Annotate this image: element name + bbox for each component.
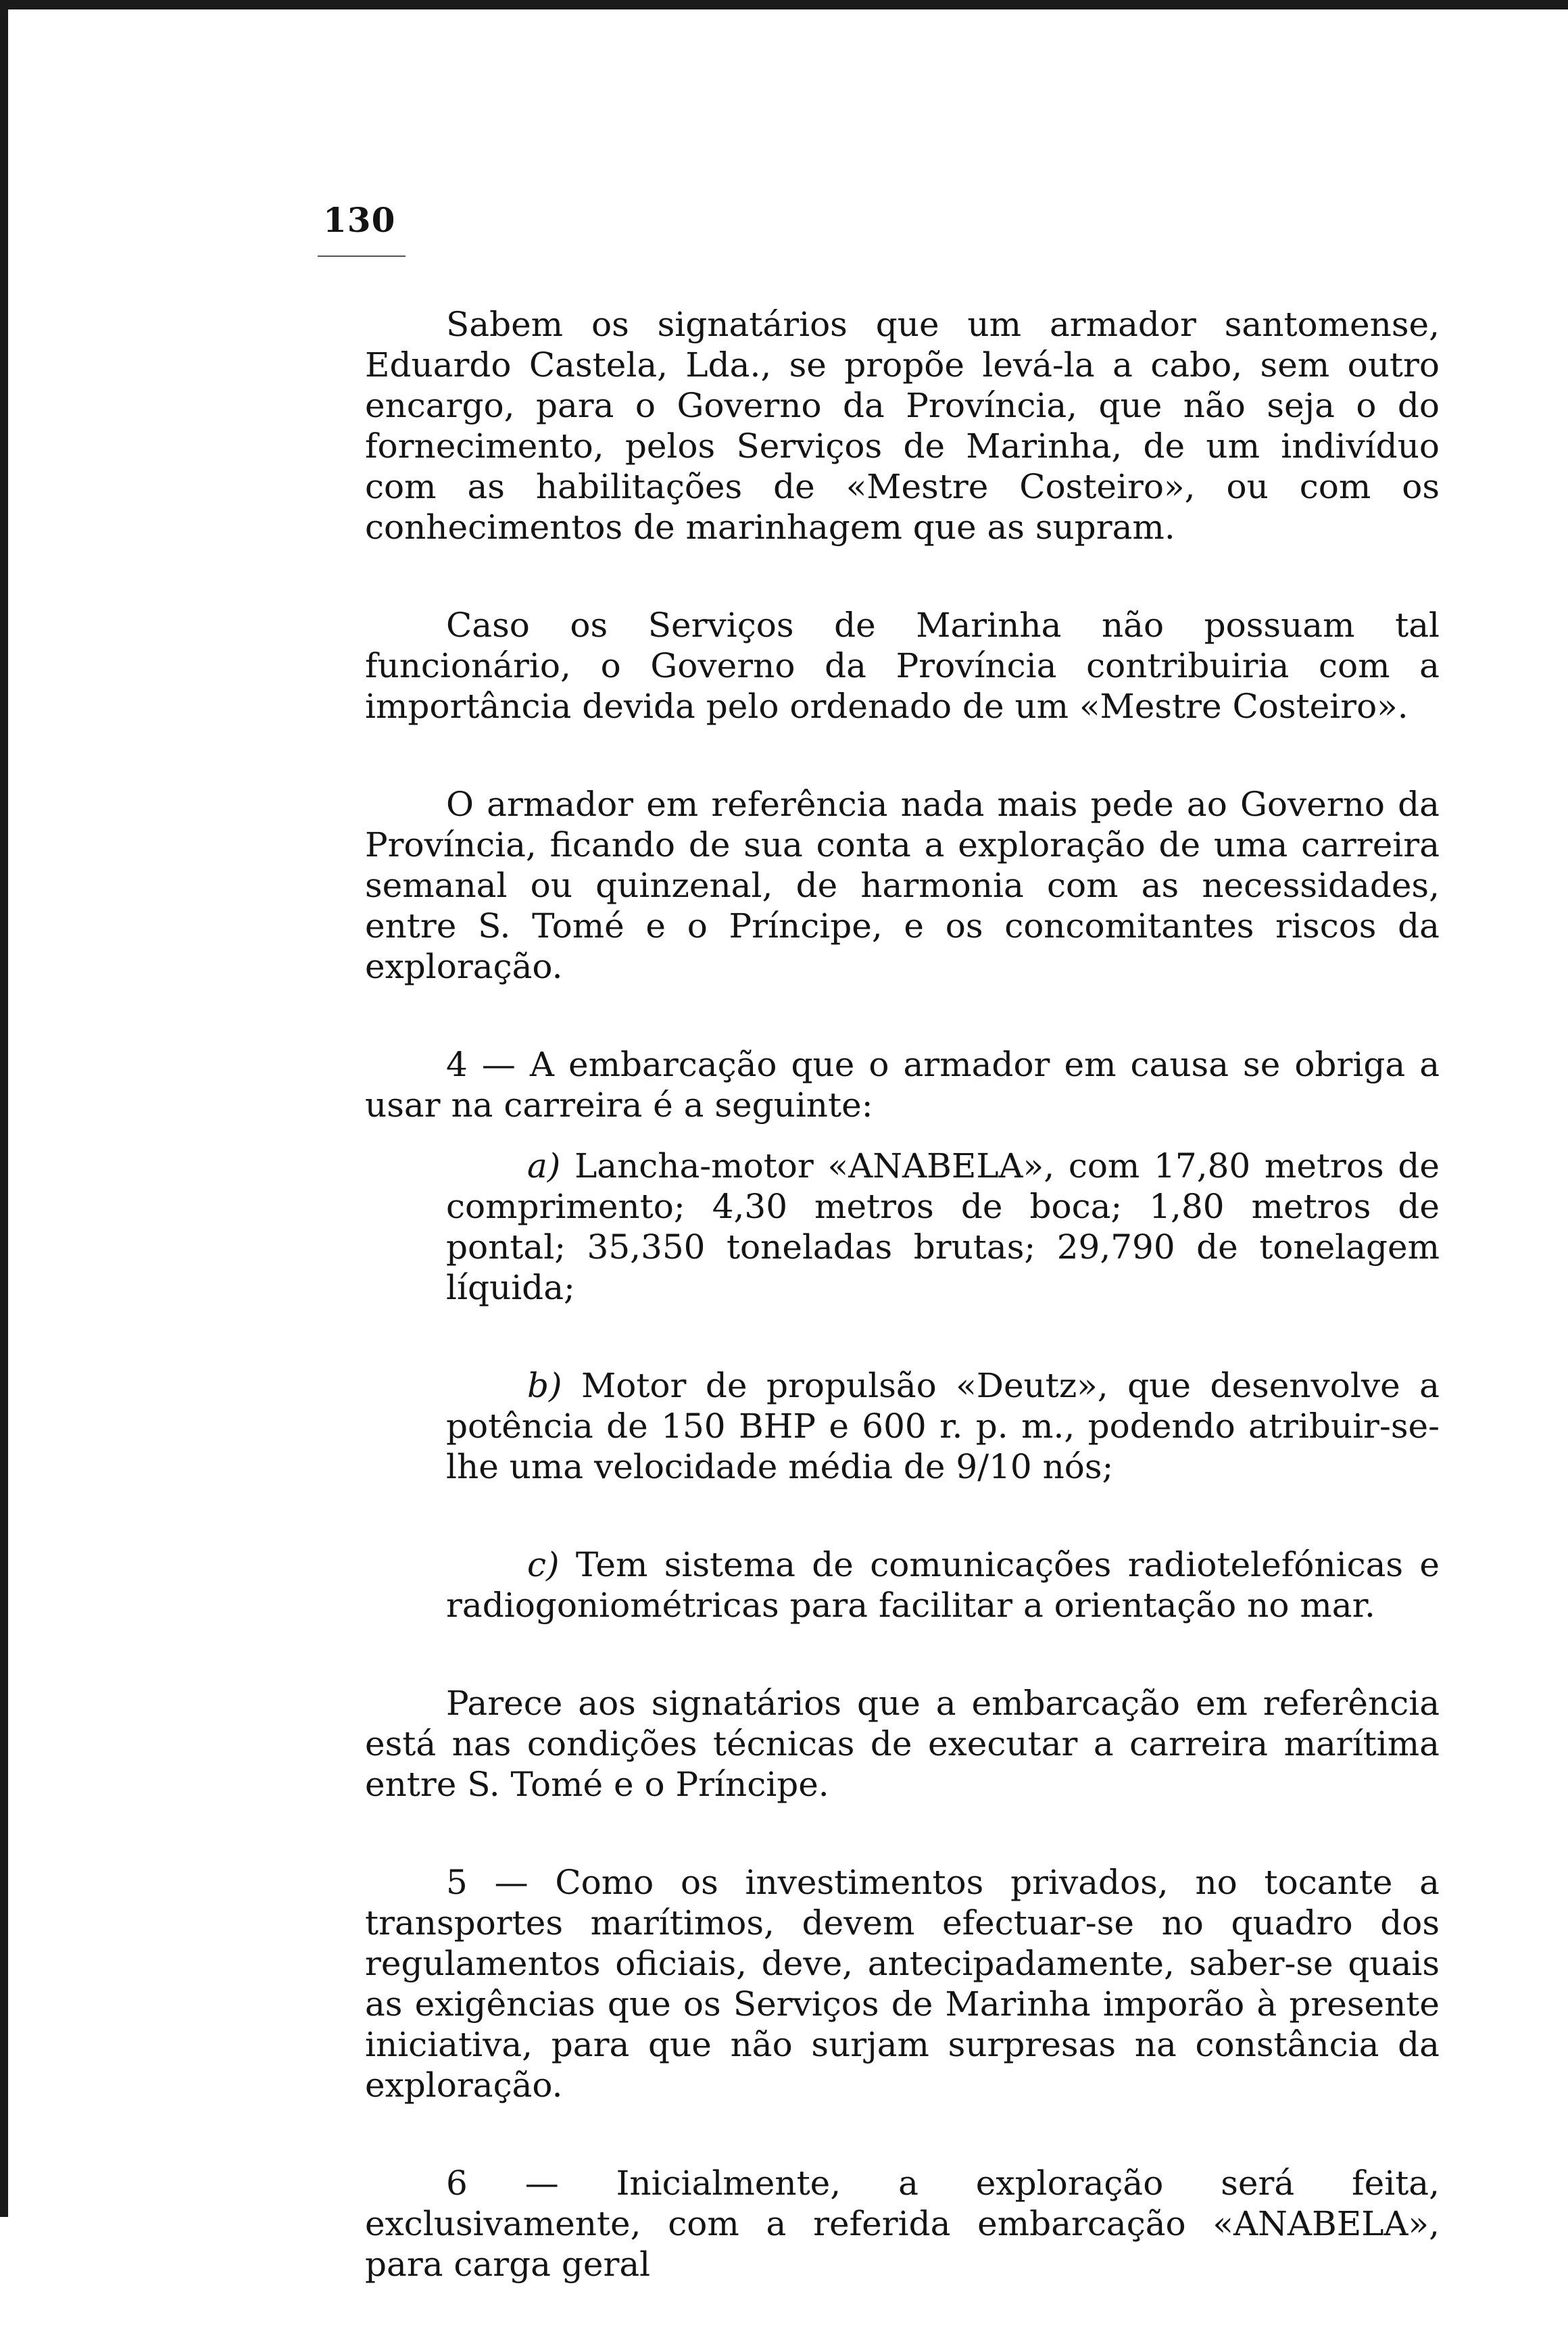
paragraph-technical-conditions: Parece aos signatários que a embarcação em referência está nas condições técnicas de executar a carreira marítima entre S. Tomé e o Príncipe. [365, 1684, 1440, 1804]
list-item-b [446, 1365, 1440, 1487]
list-marker-c: c) [527, 1545, 560, 1584]
list-text-b: Motor de propulsão «Deutz», que desenvolve a potência de 150 BHP e 600 r. p. m., podendo atribuir-se-lhe uma velocidade média de 9/10 nós; [446, 1366, 1440, 1486]
list-text-a: Lancha-motor «ANABELA», com 17,80 metros de comprimento; 4,30 metros de boca; 1,80 metros de pontal; 35,350 toneladas brutas; 29,790 de tonelagem líquida; [446, 1146, 1440, 1307]
paragraph-signatories: Sabem os signatários que um armador santomense, Eduardo Castela, Lda., se propõe levá-la a cabo, sem outro encargo, para o Governo da Província, que não seja o do fornecimento, pelos Serviços de Marinha, de um indivíduo com as habilitações de «Mestre Costeiro», ou com os conhecimentos de marinhagem que as supram. [365, 305, 1440, 547]
list-item-a [446, 1146, 1440, 1308]
page-number: 130 [323, 200, 396, 240]
list-marker-b: b) [527, 1366, 562, 1405]
document-body [365, 304, 1440, 2342]
paragraph-section-5: 5 — Como os investimentos privados, no tocante a transportes marítimos, devem efectuar-se no quadro dos regulamentos oficiais, deve, antecipadamente, saber-se quais as exigências que os Serviços de Marinha imporão à presente iniciativa, para que não surjam surpresas na constância da exploração. [365, 1863, 1440, 2105]
page-number-rule [318, 255, 406, 257]
list-marker-a: a) [527, 1146, 561, 1186]
paragraph-armador: O armador em referência nada mais pede ao Governo da Província, ficando de sua conta a exploração de uma carreira semanal ou quinzenal, de harmonia com as necessidades, entre S. Tomé e o Príncipe, e os concomitantes riscos da exploração. [365, 785, 1440, 986]
paragraph-mestre-costeiro: Caso os Serviços de Marinha não possuam tal funcionário, o Governo da Província contribuiria com a importância devida pelo ordenado de um «Mestre Costeiro». [365, 606, 1440, 726]
list-text-c: Tem sistema de comunicações radiotelefónicas e radiogoniométricas para facilitar a orientação no mar. [446, 1545, 1440, 1625]
scan-edge-top [0, 0, 1568, 9]
paragraph-section-4: 4 — A embarcação que o armador em causa se obriga a usar na carreira é a seguinte: [365, 1045, 1440, 1125]
list-item-c [446, 1544, 1440, 1626]
scan-edge-left [0, 0, 8, 2217]
paragraph-section-6: 6 — Inicialmente, a exploração será feita, exclusivamente, com a referida embarcação «ANABELA», para carga geral [365, 2164, 1440, 2284]
